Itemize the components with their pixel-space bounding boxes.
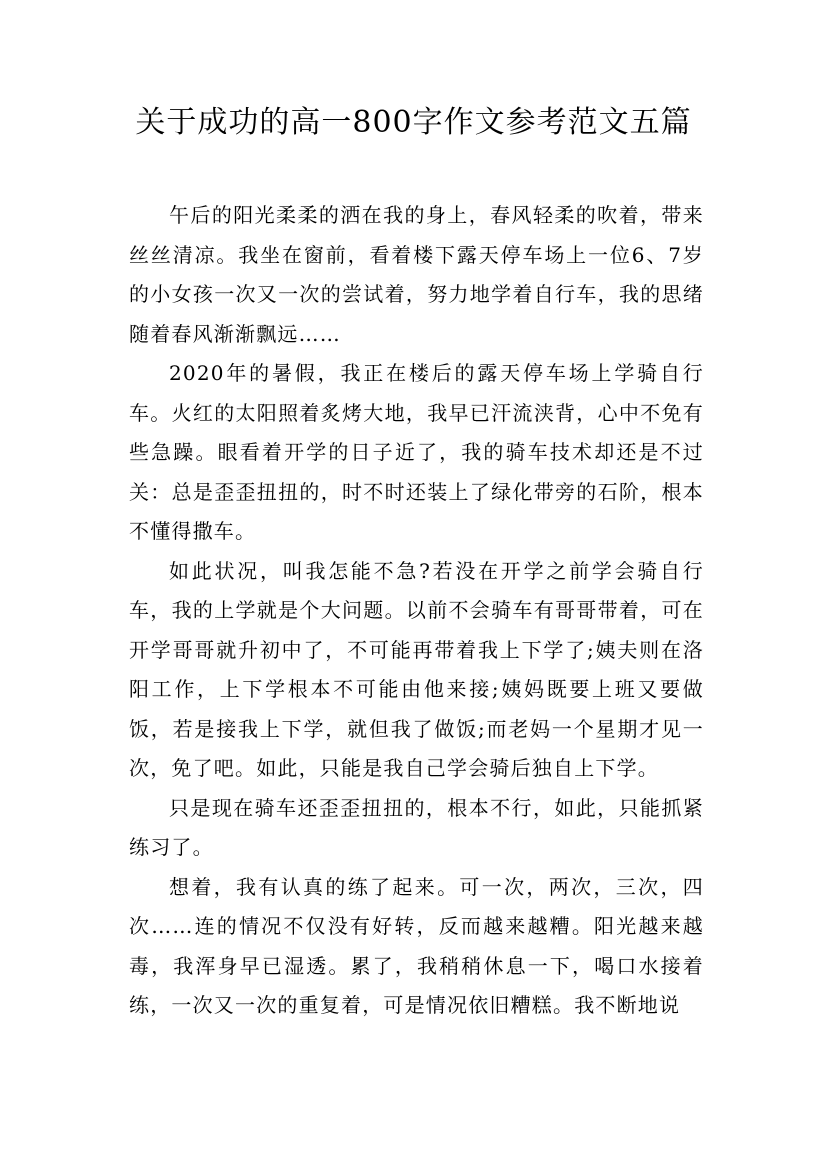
paragraph: 想着，我有认真的练了起来。可一次，两次，三次，四次……连的情况不仅没有好转，反而越来越糟。阳光越来越毒，我浑身早已湿透。累了，我稍稍休息一下，喝口水接着练，一次又一次的重复着，可是情况依旧糟糕。我不断地说 <box>129 874 704 1017</box>
document-body <box>129 196 704 1026</box>
paragraph: 2020年的暑假，我正在楼后的露天停车场上学骑自行车。火红的太阳照着炙烤大地，我早已汗流浃背，心中不免有些急躁。眼看着开学的日子近了，我的骑车技术却还是不过关：总是歪歪扭扭的，时不时还装上了绿化带旁的石阶，根本不懂得撒车。 <box>129 361 704 543</box>
paragraph: 如此状况，叫我怎能不急?若没在开学之前学会骑自行车，我的上学就是个大问题。以前不会骑车有哥哥带着，可在开学哥哥就升初中了，不可能再带着我上下学了;姨夫则在洛阳工作，上下学根本不可能由他来接;姨妈既要上班又要做饭，若是接我上下学，就但我了做饭;而老妈一个星期才见一次，免了吧。如此，只能是我自己学会骑后独自上下学。 <box>129 558 704 780</box>
paragraph: 只是现在骑车还歪歪扭扭的，根本不行，如此，只能抓紧练习了。 <box>129 795 704 859</box>
document-title: 关于成功的高一800字作文参考范文五篇 <box>135 105 692 140</box>
paragraph: 午后的阳光柔柔的洒在我的身上，春风轻柔的吹着，带来丝丝清凉。我坐在窗前，看着楼下露天停车场上一位6、7岁的小女孩一次又一次的尝试着，努力地学着自行车，我的思绪随着春风渐渐飘远…… <box>129 203 704 346</box>
